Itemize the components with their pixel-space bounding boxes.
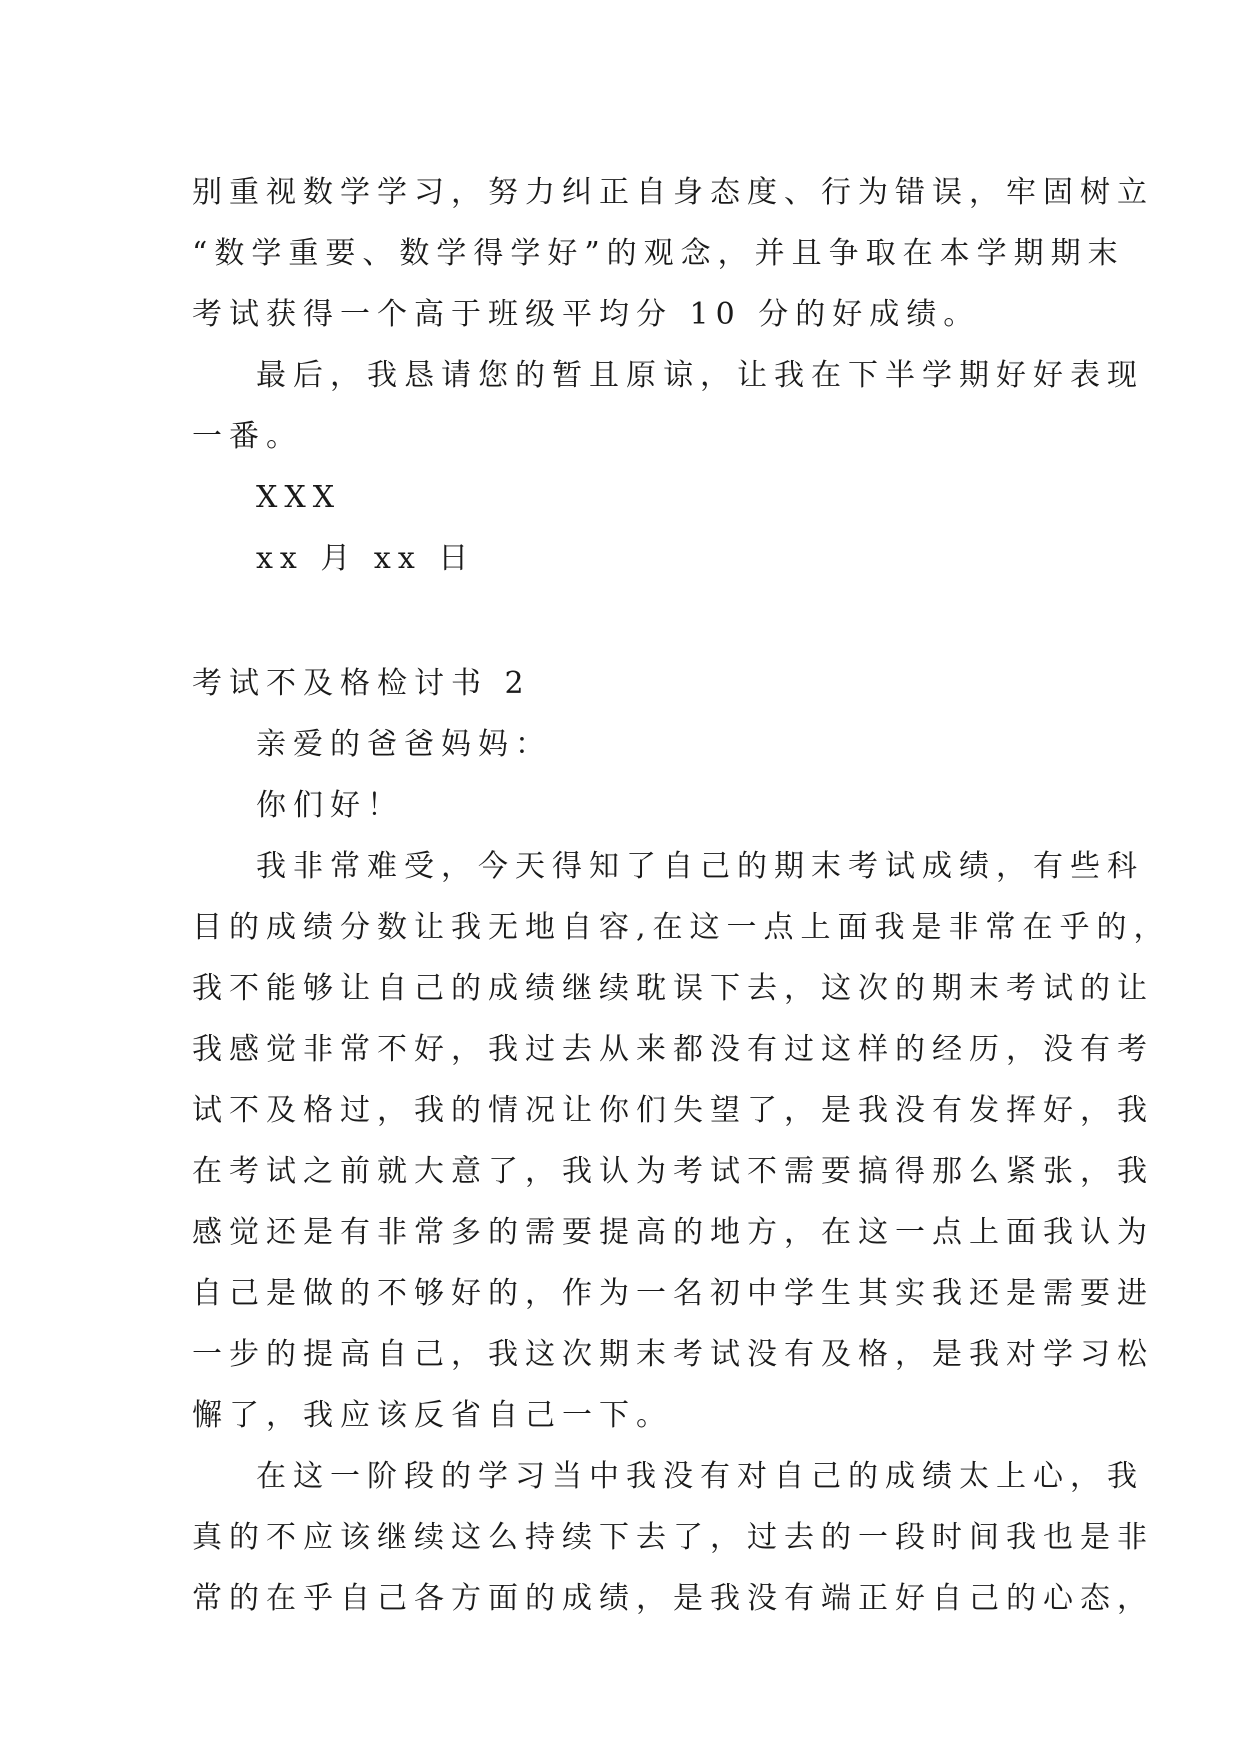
text-line: “数学重要、数学得学好”的观念，并且争取在本学期期末 <box>192 236 1125 271</box>
date-text: xx 月 xx 日 <box>256 541 476 576</box>
text-line: 考试获得一个高于班级平均分 10 分的好成绩。 <box>192 297 981 332</box>
text-line: 自己是做的不够好的，作为一名初中学生其实我还是需要进 <box>192 1276 1154 1311</box>
greeting <box>192 775 1054 836</box>
section-title: 考试不及格检讨书 2 <box>192 666 531 701</box>
text-line: 试不及格过，我的情况让你们失望了，是我没有发挥好，我 <box>192 1093 1154 1128</box>
text-line: 感觉还是有非常多的需要提高的地方，在这一点上面我认为 <box>192 1215 1154 1250</box>
text-line: 常的在乎自己各方面的成绩，是我没有端正好自己的心态， <box>192 1581 1154 1616</box>
text-line: 在这一阶段的学习当中我没有对自己的成绩太上心，我 <box>256 1459 1144 1494</box>
text-line: 最后，我恳请您的暂且原谅，让我在下半学期好好表现 <box>256 358 1144 393</box>
text-line: 一步的提高自己，我这次期末考试没有及格，是我对学习松 <box>192 1337 1154 1372</box>
paragraph-body-1 <box>192 836 1171 1446</box>
signature <box>192 467 1054 528</box>
text-line: 我感觉非常不好，我过去从来都没有过这样的经历，没有考 <box>192 1032 1154 1067</box>
text-line: 我不能够让自己的成绩继续耽误下去，这次的期末考试的让 <box>192 971 1154 1006</box>
paragraph-continuation <box>192 162 1154 345</box>
text-line: 目的成绩分数让我无地自容,在这一点上面我是非常在乎的， <box>192 910 1171 945</box>
paragraph-body-2 <box>192 1446 1154 1629</box>
text-line: 在考试之前就大意了，我认为考试不需要搞得那么紧张，我 <box>192 1154 1154 1189</box>
date-line <box>192 528 1054 589</box>
text-line: 一番。 <box>192 419 303 454</box>
text-line: 懈了，我应该反省自己一下。 <box>192 1398 673 1433</box>
text-line: 别重视数学学习，努力纠正自身态度、行为错误，牢固树立 <box>192 175 1154 210</box>
greeting-text: 你们好！ <box>256 788 404 823</box>
text-line: 真的不应该继续这么持续下去了，过去的一段时间我也是非 <box>192 1520 1154 1555</box>
document-body <box>192 162 1171 1629</box>
salutation <box>192 714 1054 775</box>
salutation-text: 亲爱的爸爸妈妈： <box>256 727 552 762</box>
section-gap <box>192 589 1054 653</box>
paragraph-closing <box>192 345 1144 467</box>
signature-text: XXX <box>256 480 342 515</box>
text-line: 我非常难受，今天得知了自己的期末考试成绩，有些科 <box>256 849 1144 884</box>
